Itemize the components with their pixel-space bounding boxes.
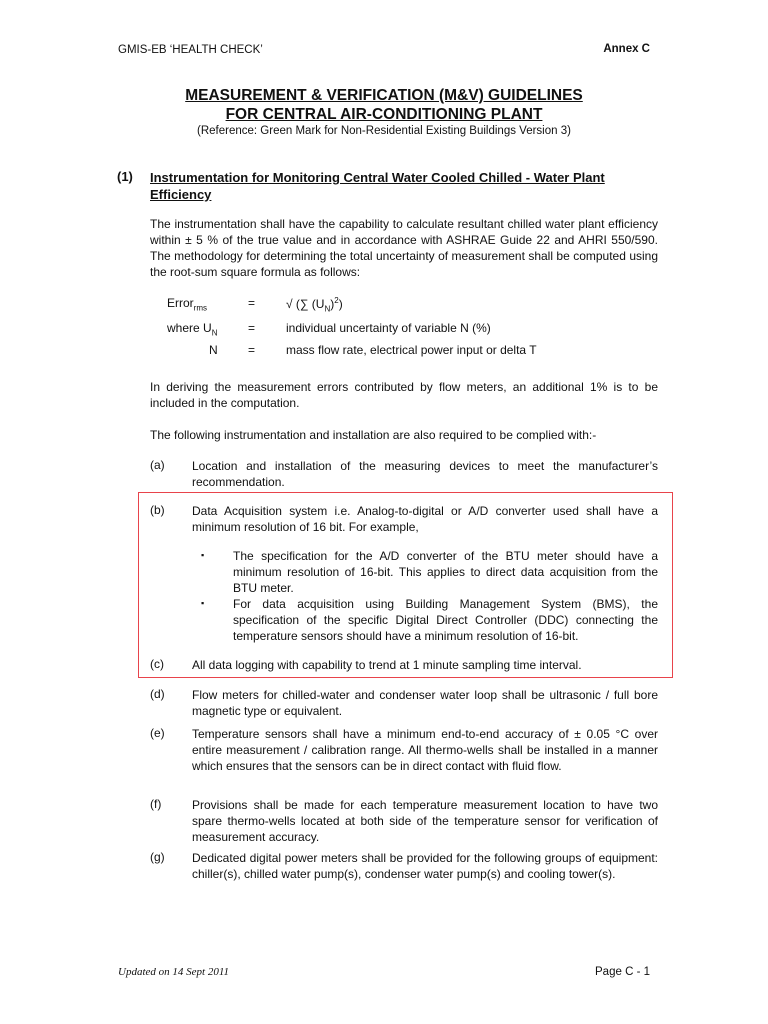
item-text-c: All data logging with capability to trend at 1 minute sampling time interval. — [192, 658, 582, 672]
compliance-paragraph: The following instrumentation and installation are also required to be complied with:- — [150, 428, 597, 442]
bullet-text-2: For data acquisition using Building Management System (BMS), the specification of the specific Digital Direct Controller (DDC) connecting the temperature sensors should have a minimum resolution of 16-bit. — [233, 597, 658, 643]
page-title-line1: MEASUREMENT & VERIFICATION (M&V) GUIDELINES — [185, 87, 583, 104]
item-text-e: Temperature sensors shall have a minimum end-to-end accuracy of ± 0.05 °C over entire measurement / calibration range. All thermo-wells shall be installed in a manner which ensures that the sensors can be in direct contact with fluid flow. — [192, 727, 658, 773]
formula-definition-n: mass flow rate, electrical power input or delta T — [286, 343, 537, 357]
formula-label-n: N — [209, 343, 218, 357]
item-label-a: (a) — [150, 458, 165, 472]
intro-paragraph: The instrumentation shall have the capability to calculate resultant chilled water plant efficiency within ± 5 % of the true value and in accordance with ASHRAE Guide 22 and AHRI 550/590. The methodology for determining the total uncertainty of measurement shall be computed using the root-sum square formula as follows: — [150, 217, 658, 279]
formula-definition-un: individual uncertainty of variable N (%) — [286, 321, 491, 335]
formula-equals-2: = — [248, 321, 256, 335]
item-label-d: (d) — [150, 687, 165, 701]
item-label-g: (g) — [150, 850, 165, 864]
header-annex: Annex C — [603, 43, 650, 55]
item-label-b: (b) — [150, 503, 165, 517]
item-text-f: Provisions shall be made for each temperature measurement location to have two spare thermo-wells located at both side of the temperature sensor for verification of measurement accuracy. — [192, 798, 658, 844]
section-number: (1) — [117, 169, 133, 184]
footer-updated-date: Updated on 14 Sept 2011 — [118, 966, 230, 978]
section-title: Instrumentation for Monitoring Central Water Cooled Chilled - Water Plant Efficiency — [150, 170, 605, 202]
item-text-b: Data Acquisition system i.e. Analog-to-digital or A/D converter used shall have a minimum resolution of 16 bit. For example, — [192, 504, 658, 534]
formula-rss-expression: √ (∑ $(U_N)^2$) — [286, 296, 343, 314]
reference-subtitle: (Reference: Green Mark for Non-Residential Existing Buildings Version 3) — [197, 125, 571, 137]
bullet-icon: ▪ — [201, 598, 205, 608]
item-text-a: Location and installation of the measuring devices to meet the manufacturer’s recommendation. — [192, 459, 658, 489]
footer-page-number: Page C - 1 — [595, 966, 650, 978]
formula-equals-1: = — [248, 296, 256, 310]
item-label-e: (e) — [150, 726, 165, 740]
item-text-d: Flow meters for chilled-water and condenser water loop shall be ultrasonic / full bore magnetic type or equivalent. — [192, 688, 658, 718]
item-label-f: (f) — [150, 797, 162, 811]
item-text-g: Dedicated digital power meters shall be provided for the following groups of equipment: chiller(s), chilled water pump(s), condenser water pump(s) and cooling tower(s). — [192, 851, 658, 881]
formula-label-error: Error$_{rms}$ — [167, 296, 207, 313]
page-title-line2: FOR CENTRAL AIR-CONDITIONING PLANT — [225, 106, 543, 123]
formula-equals-3: = — [248, 343, 256, 357]
flow-meter-paragraph: In deriving the measurement errors contributed by flow meters, an additional 1% is to be included in the computation. — [150, 380, 658, 410]
header-doc-name: GMIS-EB ‘HEALTH CHECK’ — [118, 44, 263, 56]
bullet-icon: ▪ — [201, 550, 205, 560]
item-label-c: (c) — [150, 657, 164, 671]
bullet-text-1: The specification for the A/D converter of the BTU meter should have a minimum resolution of 16-bit. This applies to direct data acquisition from the BTU meter. — [233, 549, 658, 595]
formula-label-where: where $U_N$ — [167, 321, 218, 338]
